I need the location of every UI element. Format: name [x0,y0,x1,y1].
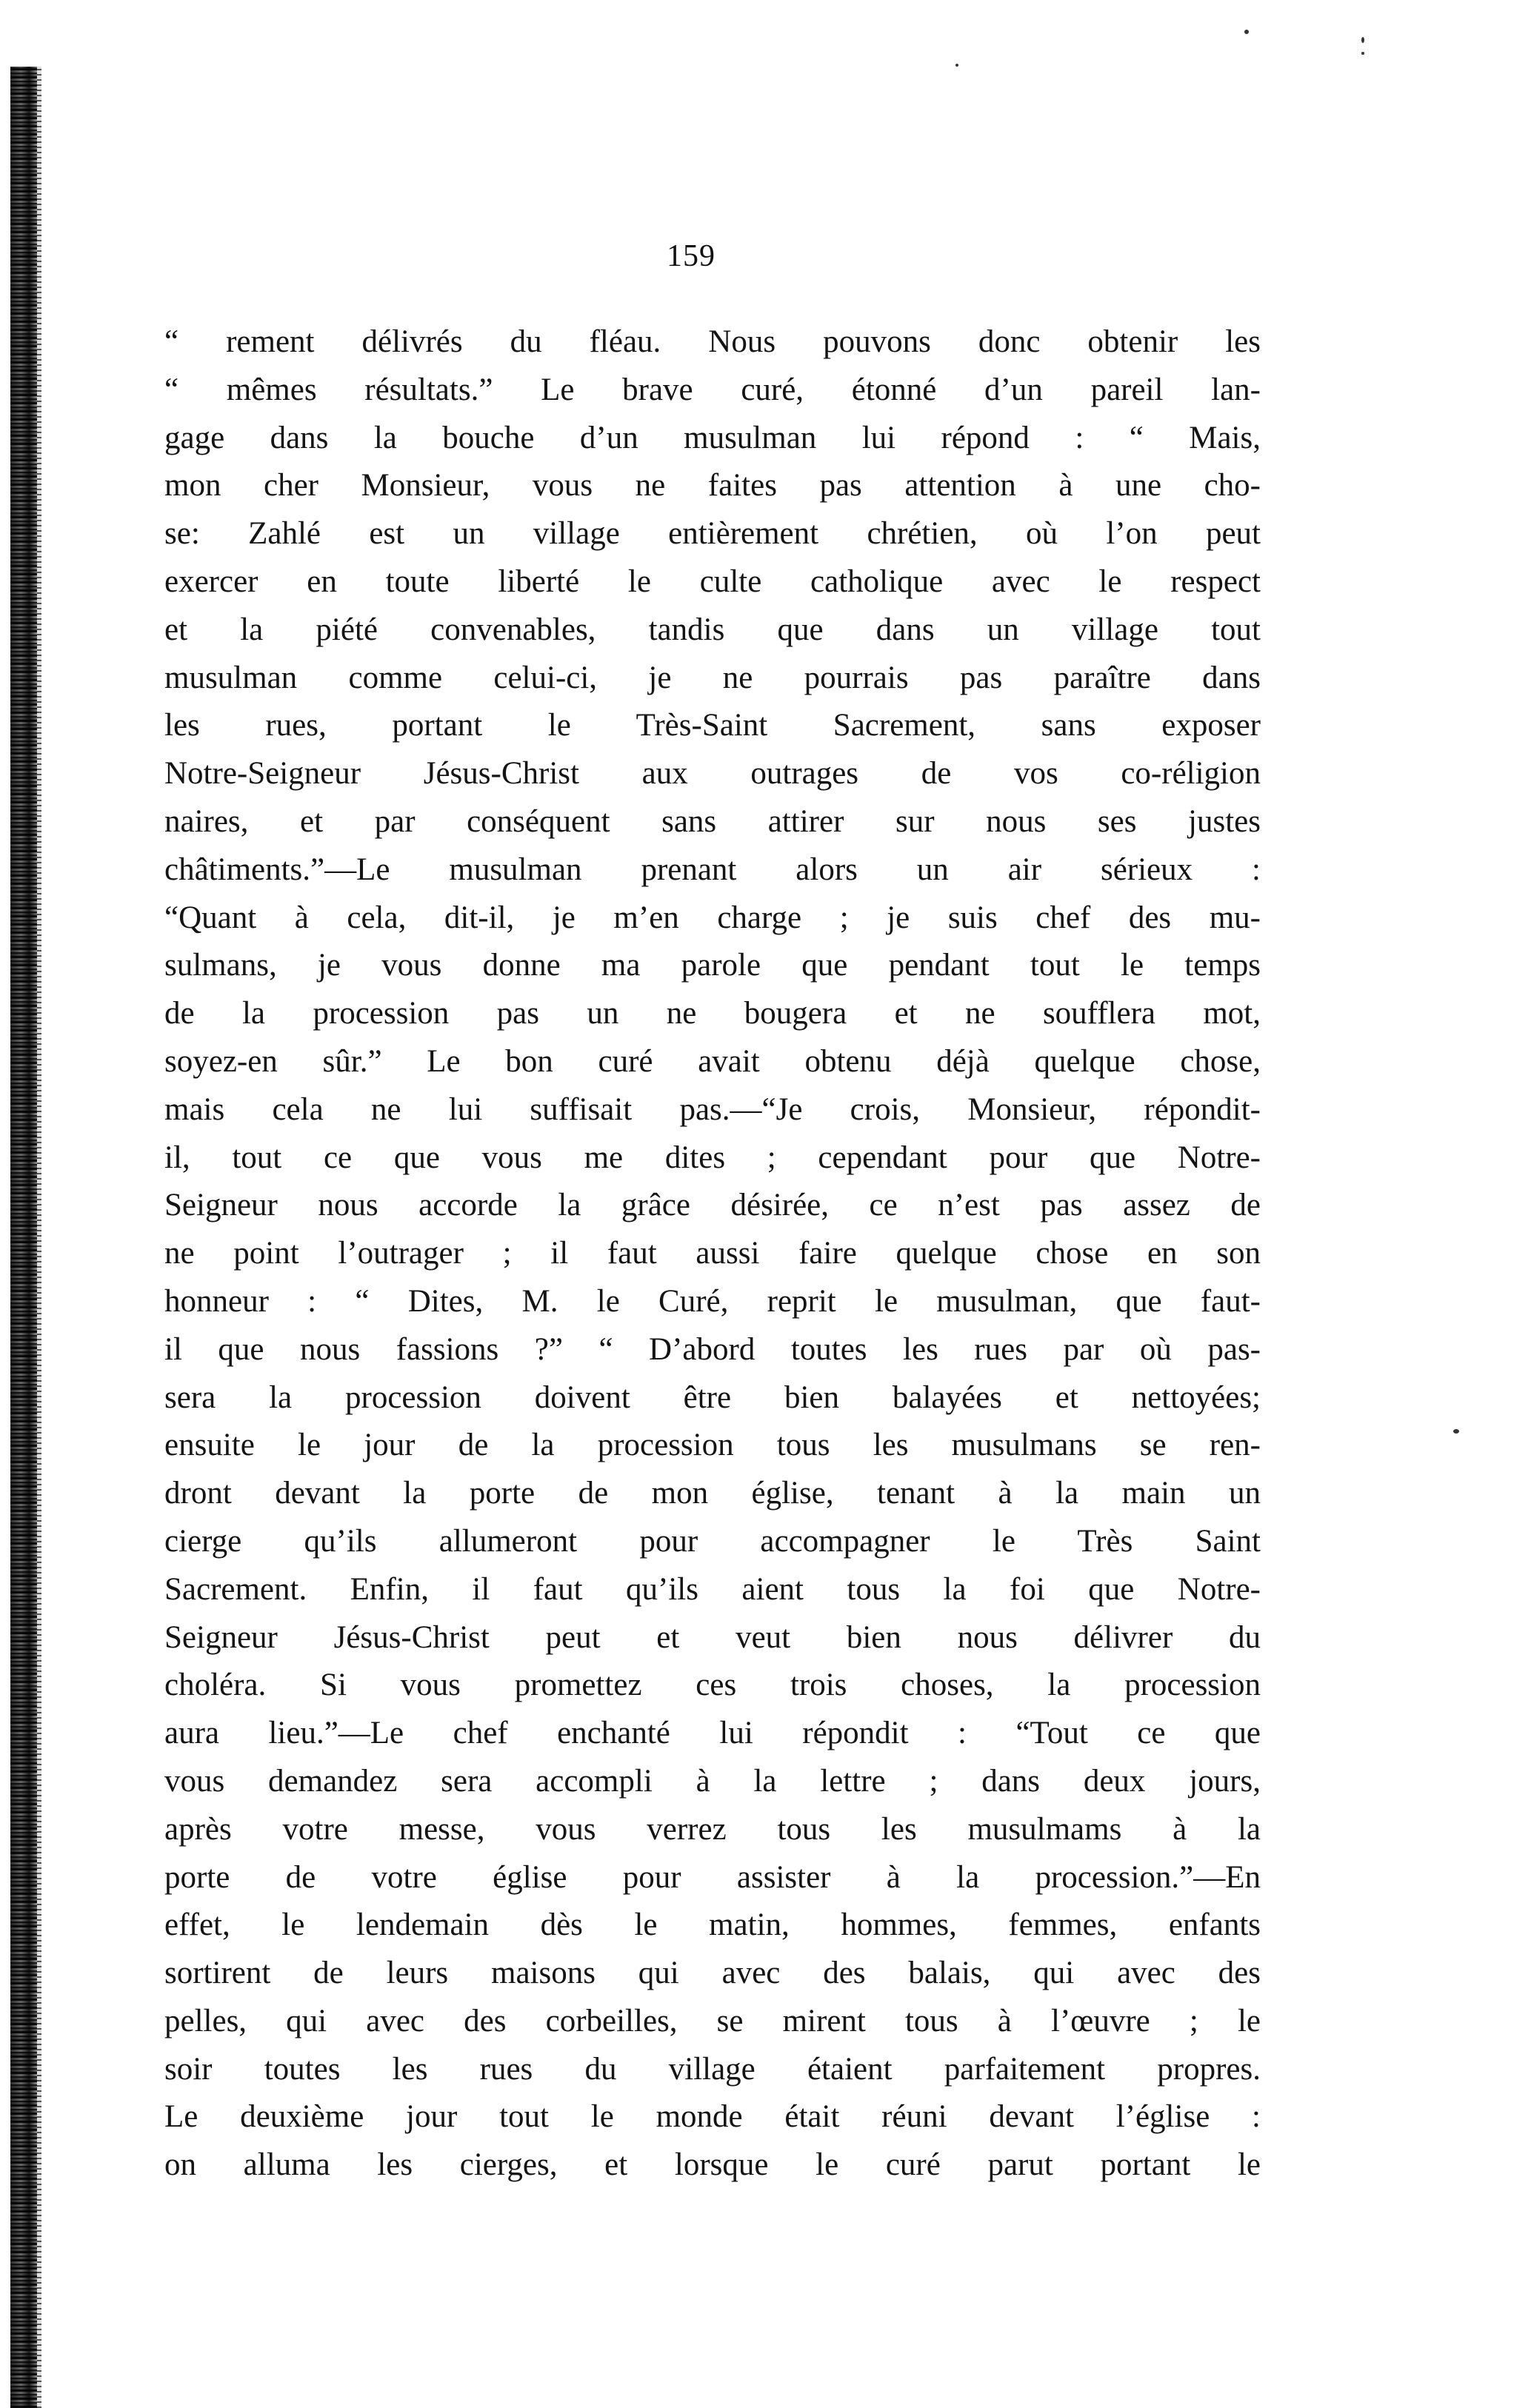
text-line: dront devant la porte de mon église, tenant à la main un [164,1476,1261,1511]
text-line: pelles, qui avec des corbeilles, se mirent tous à l’œuvre ; le [164,2003,1261,2039]
page-gutter-shadow [37,67,41,2408]
text-line: choléra. Si vous promettez ces trois choses, la procession [164,1668,1261,1703]
text-line: châtiments.”—Le musulman prenant alors un air sérieux : [164,852,1261,887]
text-line: sulmans, je vous donne ma parole que pendant tout le temps [164,948,1261,983]
text-line: naires, et par conséquent sans attirer sur nous ses justes [164,803,1261,839]
text-line: “ mêmes résultats.” Le brave curé, étonné d’un pareil lan- [164,372,1261,407]
text-line: effet, le lendemain dès le matin, hommes, femmes, enfants [164,1907,1261,1943]
text-line: ne point l’outrager ; il faut aussi faire quelque chose en son [164,1236,1261,1271]
text-line: se: Zahlé est un village entièrement chrétien, où l’on peut [164,516,1261,552]
text-line: Seigneur nous accorde la grâce désirée, ce n’est pas assez de [164,1188,1261,1223]
text-line: sera la procession doivent être bien balayées et nettoyées; [164,1379,1261,1415]
text-line: Seigneur Jésus-Christ peut et veut bien nous délivrer du [164,1619,1261,1655]
text-line: on alluma les cierges, et lorsque le curé parut portant le [164,2147,1261,2183]
text-line: Le deuxième jour tout le monde était réuni devant l’église : [164,2099,1261,2135]
text-line: mon cher Monsieur, vous ne faites pas attention à une cho- [164,468,1261,504]
ink-speck [1453,1429,1459,1434]
text-line: gage dans la bouche d’un musulman lui répond : “ Mais, [164,420,1261,455]
text-line: exercer en toute liberté le culte catholique avec le respect [164,563,1261,599]
ink-speck [1244,30,1249,34]
text-line: porte de votre église pour assister à la procession.”—En [164,1859,1261,1895]
text-line: après votre messe, vous verrez tous les musulmams à la [164,1811,1261,1847]
text-line: soyez-en sûr.” Le bon curé avait obtenu déjà quelque chose, [164,1043,1261,1079]
text-line: ensuite le jour de la procession tous les musulmans se ren- [164,1428,1261,1463]
text-line: musulman comme celui-ci, je ne pourrais pas paraître dans [164,660,1261,695]
ink-speck [955,64,958,67]
text-line: et la piété convenables, tandis que dans un village tout [164,612,1261,647]
body-text [164,318,1261,2190]
text-line: il que nous fassions ?” “ D’abord toutes les rues par où pas- [164,1331,1261,1367]
text-line: honneur : “ Dites, M. le Curé, reprit le musulman, que faut- [164,1283,1261,1319]
text-line: mais cela ne lui suffisait pas.—“Je crois, Monsieur, répondit- [164,1091,1261,1127]
text-line: il, tout ce que vous me dites ; cependant pour que Notre- [164,1140,1261,1175]
text-line: “Quant à cela, dit-il, je m’en charge ; je suis chef des mu- [164,900,1261,935]
text-line: “ rement délivrés du fléau. Nous pouvons donc obtenir les [164,324,1261,359]
text-line: les rues, portant le Très-Saint Sacrement, sans exposer [164,708,1261,743]
text-line: sortirent de leurs maisons qui avec des balais, qui avec des [164,1956,1261,1991]
text-line: Notre-Seigneur Jésus-Christ aux outrages de vos co-réligion [164,756,1261,792]
page-number: 159 [667,239,716,273]
text-line: soir toutes les rues du village étaient parfaitement propres. [164,2051,1261,2087]
text-line: cierge qu’ils allumeront pour accompagner le Très Saint [164,1523,1261,1559]
text-line: vous demandez sera accompli à la lettre ; dans deux jours, [164,1763,1261,1799]
ink-speck [1361,37,1364,43]
book-spine-edge [10,67,37,2408]
text-line: de la procession pas un ne bougera et ne soufflera mot, [164,996,1261,1031]
text-line: aura lieu.”—Le chef enchanté lui répondit : “Tout ce que [164,1716,1261,1751]
ink-speck [1361,52,1364,55]
text-line: Sacrement. Enfin, il faut qu’ils aient tous la foi que Notre- [164,1571,1261,1607]
